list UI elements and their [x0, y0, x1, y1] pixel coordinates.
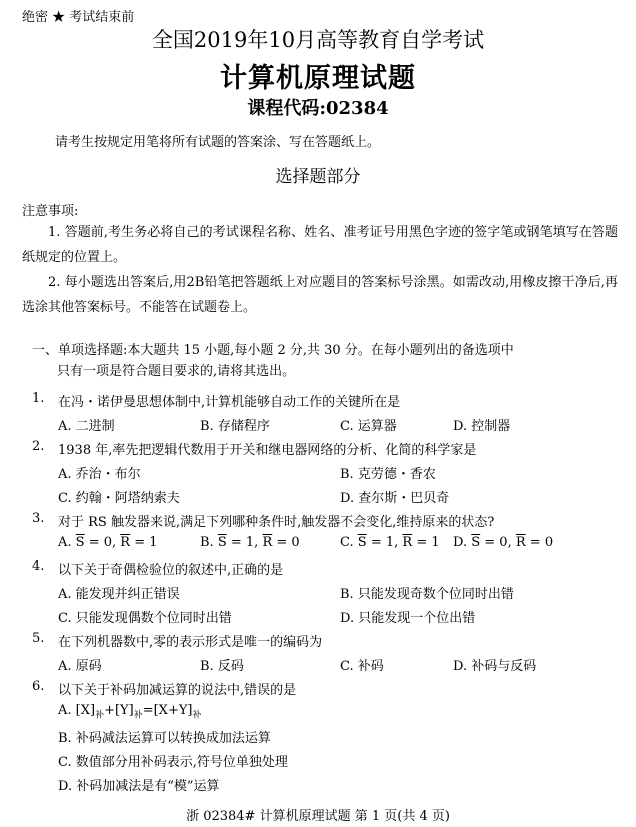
option-b: B. 反码	[200, 659, 244, 674]
question-number: 3.	[32, 511, 45, 526]
option-b	[200, 535, 300, 550]
option-label: B.	[200, 535, 214, 550]
note-item: 1. 答题前,考生务必将自己的考试课程名称、姓名、准考证号用黑色字迹的签字笔或钢笔填写在答题纸规定的位置上。	[22, 225, 618, 265]
question-number: 2.	[32, 439, 45, 454]
r-value: = 1	[416, 535, 440, 550]
r-bar: $\overline{R}$	[515, 535, 526, 550]
option-c: C. 只能发现偶数个位同时出错	[58, 611, 232, 626]
question-number: 4.	[32, 559, 45, 574]
r-bar: $\overline{R}$	[262, 535, 273, 550]
option-c: C. 补码	[340, 659, 384, 674]
s-value: = 0,	[88, 535, 117, 550]
option-c: C. 约翰・阿塔纳索夫	[58, 491, 180, 506]
option-b: B. 补码减法运算可以转换成加法运算	[58, 731, 271, 746]
subject-title: 计算机原理试题	[220, 63, 416, 94]
s-bar: $\overline{S}$	[75, 535, 85, 550]
section-title: 选择题部分	[275, 167, 361, 187]
s-bar: $\overline{S}$	[471, 535, 481, 550]
option-b: B. 存储程序	[200, 419, 270, 434]
r-bar: $\overline{R}$	[402, 535, 413, 550]
formula-part: =[X+Y]	[142, 703, 193, 718]
option-a: A. 原码	[58, 659, 102, 674]
option-c: C. 运算器	[340, 419, 397, 434]
option-label: A.	[58, 535, 72, 550]
formula-subscript: 补	[192, 710, 202, 721]
note-item: 2. 每小题选出答案后,用2B铅笔把答题纸上对应题目的答案标号涂黑。如需改动,用橡皮擦干净后,再选涂其他答案标号。不能答在试题卷上。	[22, 275, 618, 315]
part1-heading-line: 只有一项是符合题目要求的,请将其选出。	[57, 364, 296, 379]
option-b: B. 克劳德・香农	[340, 467, 436, 482]
option-c	[340, 535, 440, 550]
option-d: D. 补码加减法是有“模”运算	[58, 779, 220, 794]
question-stem: 在下列机器数中,零的表示形式是唯一的编码为	[58, 635, 323, 650]
r-value: = 1	[134, 535, 158, 550]
option-label: C.	[340, 535, 354, 550]
option-a	[58, 535, 158, 550]
option-a: A. 乔治・布尔	[58, 467, 141, 482]
option-a: A. 二进制	[58, 419, 115, 434]
part1-heading	[32, 340, 514, 382]
formula-part: A. [X]	[58, 703, 96, 718]
s-bar: $\overline{S}$	[217, 535, 227, 550]
formula-subscript: 补	[133, 710, 143, 721]
question-stem: 以下关于奇偶检验位的叙述中,正确的是	[58, 563, 284, 578]
s-value: = 1,	[370, 535, 399, 550]
question-stem: 在冯・诺伊曼思想体制中,计算机能够自动工作的关键所在是	[58, 395, 401, 410]
option-d: D. 只能发现一个位出错	[340, 611, 476, 626]
formula-subscript: 补	[95, 710, 105, 721]
s-value: = 1,	[230, 535, 259, 550]
part1-heading-line: 一、单项选择题:本大题共 15 小题,每小题 2 分,共 30 分。在每小题列出的备选项中	[32, 343, 514, 358]
option-d: D. 查尔斯・巴贝奇	[340, 491, 450, 506]
r-value: = 0	[276, 535, 300, 550]
question-number: 1.	[32, 391, 45, 406]
page-footer: 浙 02384# 计算机原理试题 第 1 页(共 4 页)	[186, 809, 450, 824]
option-label: D.	[453, 535, 468, 550]
s-value: = 0,	[484, 535, 512, 550]
formula-part: +[Y]	[104, 703, 134, 718]
option-b: B. 只能发现奇数个位同时出错	[340, 587, 514, 602]
question-stem: 对于 RS 触发器来说,满足下列哪种条件时,触发器不会变化,维持原来的状态?	[58, 515, 495, 530]
option-c: C. 数值部分用补码表示,符号位单独处理	[58, 755, 288, 770]
option-a: A. 能发现并纠正错误	[58, 587, 180, 602]
question-number: 5.	[32, 631, 45, 646]
question-stem: 以下关于补码加减运算的说法中,错误的是	[58, 683, 297, 698]
notes-heading: 注意事项:	[22, 204, 79, 219]
course-code: 课程代码:02384	[247, 98, 389, 119]
s-bar: $\overline{S}$	[357, 535, 367, 550]
option-d	[453, 535, 553, 550]
option-d: D. 控制器	[453, 419, 511, 434]
question-stem: 1938 年,率先把逻辑代数用于开关和继电器网络的分析、化简的科学家是	[58, 443, 477, 458]
r-bar: $\overline{R}$	[120, 535, 131, 550]
question-number: 6.	[32, 679, 45, 694]
exam-title: 全国2019年10月高等教育自学考试	[151, 28, 485, 52]
option-d: D. 补码与反码	[453, 659, 537, 674]
general-instruction: 请考生按规定用笔将所有试题的答案涂、写在答题纸上。	[55, 135, 381, 150]
r-value: = 0	[529, 535, 554, 550]
option-a	[58, 703, 202, 721]
secret-mark: 绝密 ★ 考试结束前	[22, 10, 135, 25]
